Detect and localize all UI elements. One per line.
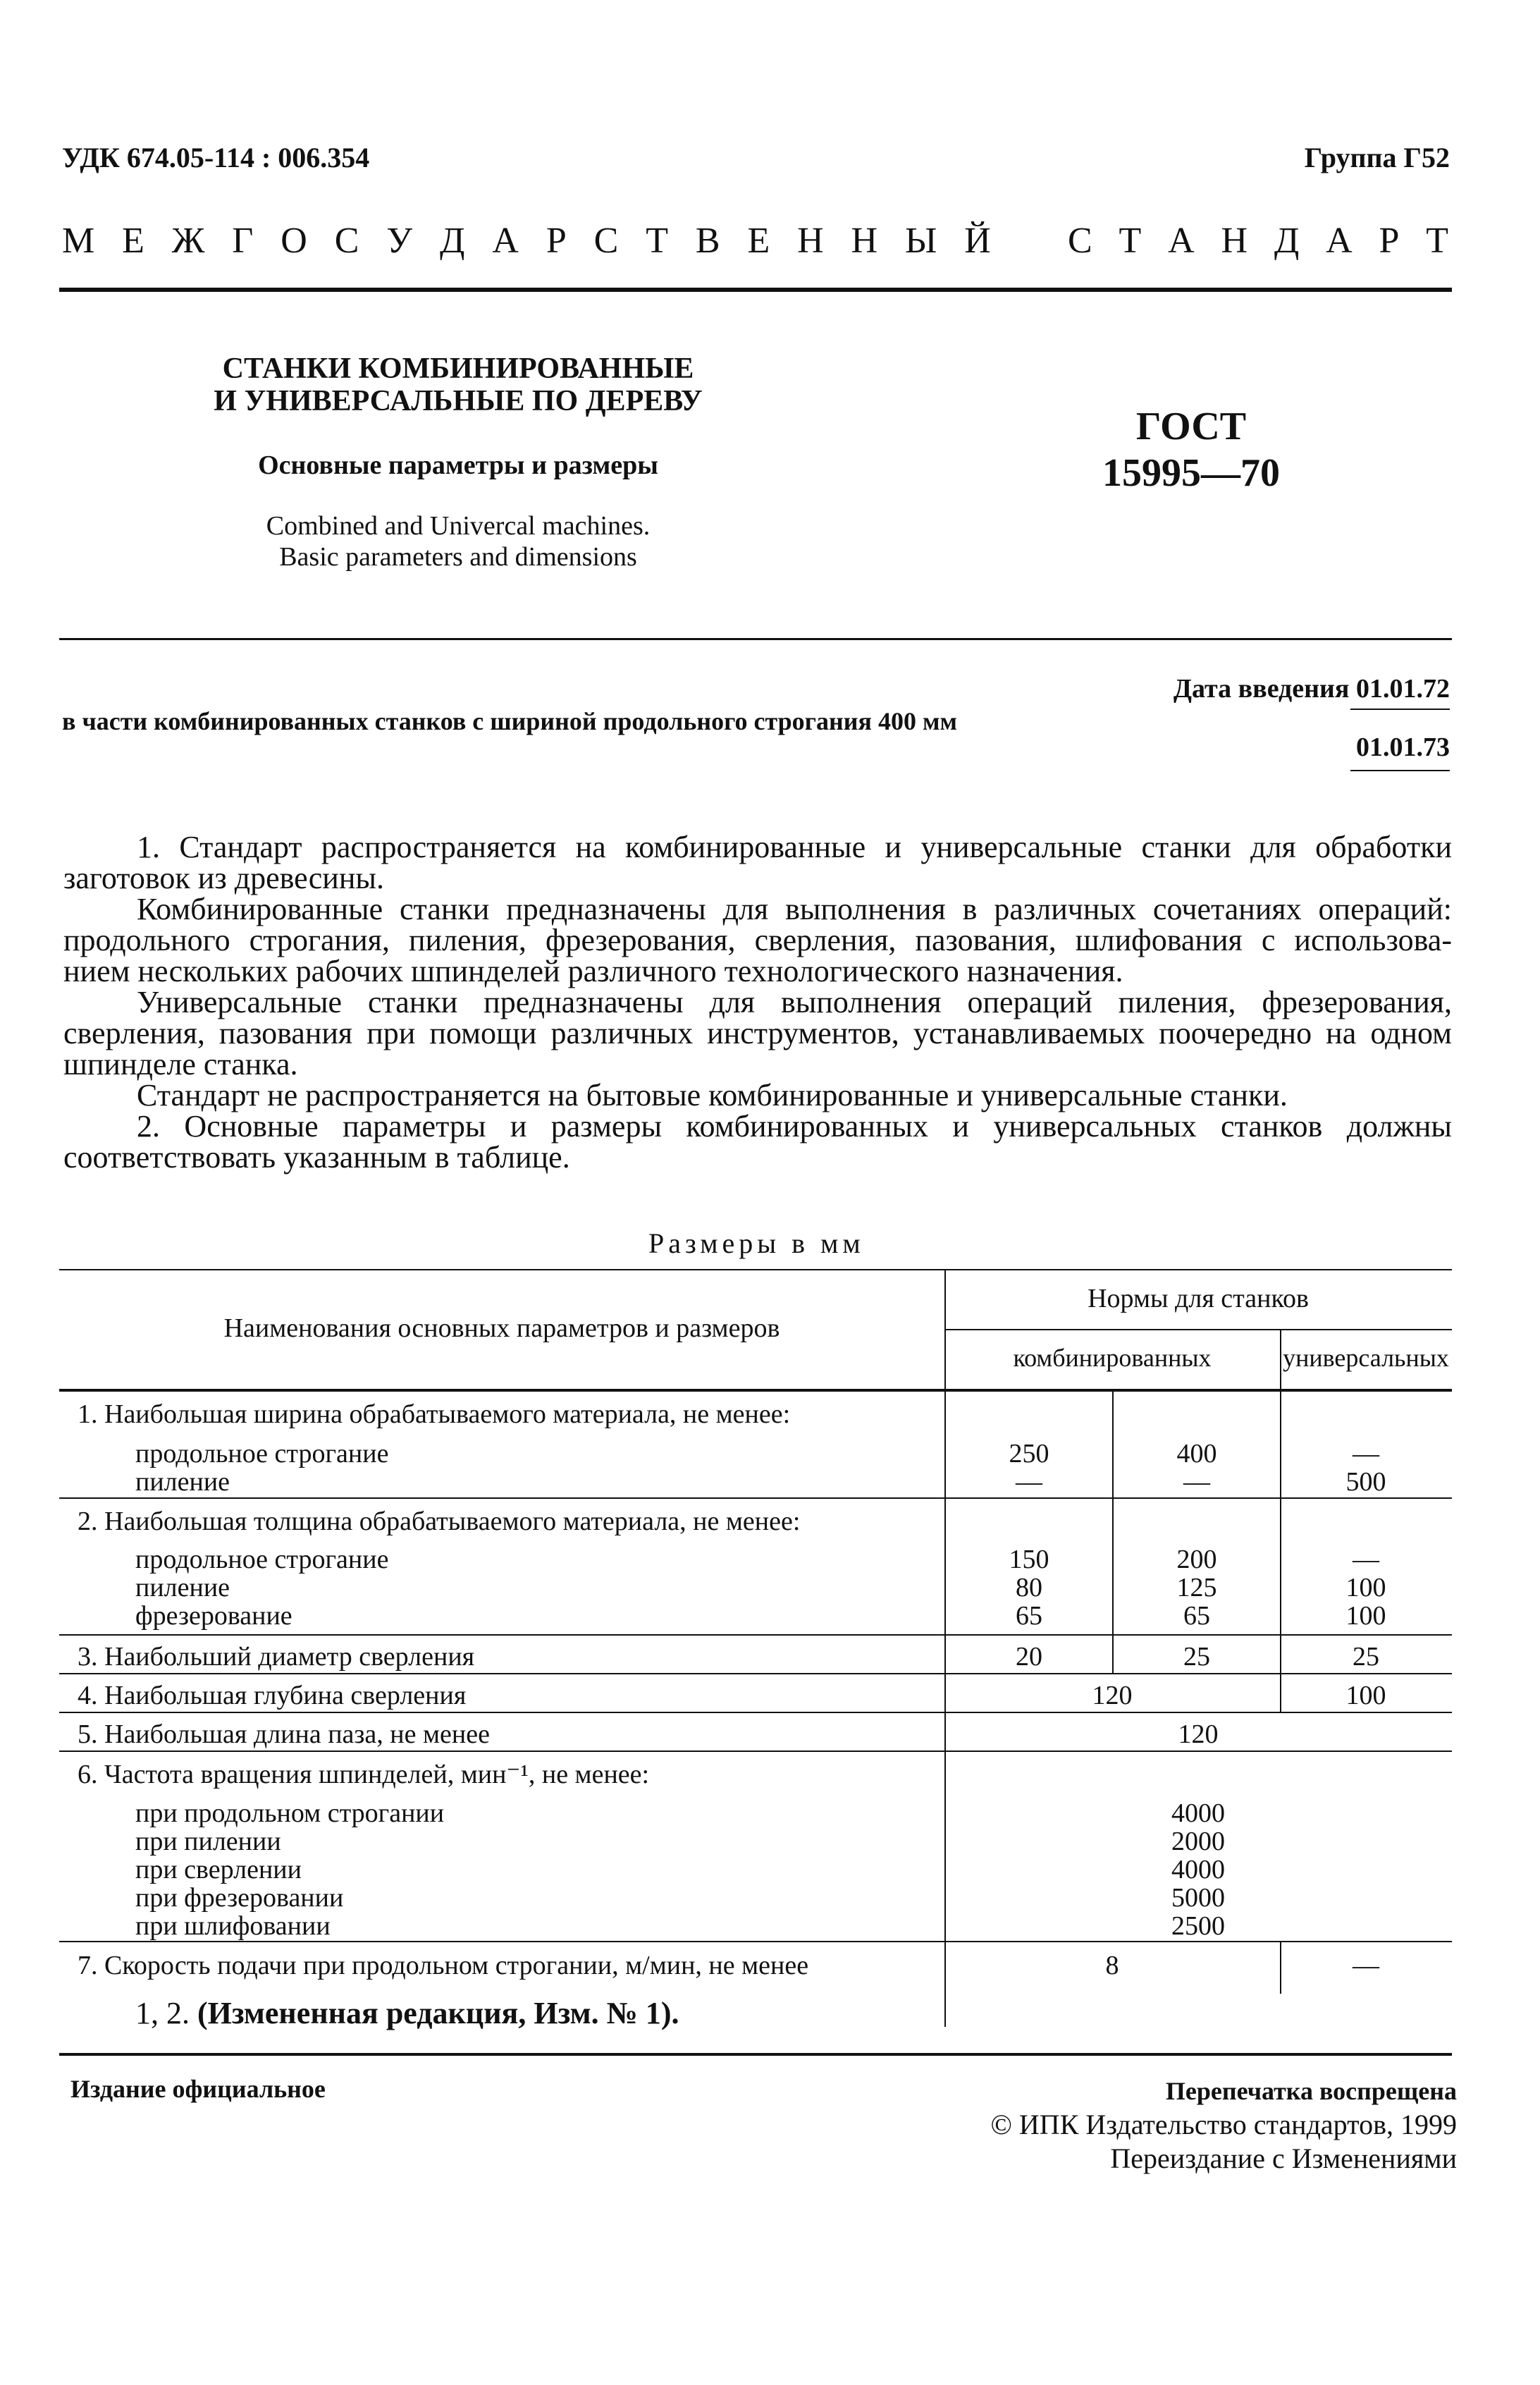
heading-letter: У [386, 221, 413, 261]
gost-block [1057, 403, 1325, 496]
table-cell: — [1183, 1467, 1210, 1497]
heading-letter: Т [646, 221, 668, 261]
row2-sub-c: фрезерование [135, 1601, 292, 1631]
heading-letter: Н [797, 221, 824, 261]
row2-title: 2. Наибольшая толщина обрабатываемого материала, не менее: [78, 1507, 801, 1536]
footer-reprint-prohibited: Перепечатка воспрещена [1165, 2077, 1457, 2105]
table-cell: 250 [1009, 1439, 1049, 1469]
table-line [944, 1329, 1452, 1330]
amendment-note [135, 1995, 679, 2031]
row6-item: при пилении [135, 1827, 281, 1856]
title-en-line1: Combined and Univercal machines. [266, 511, 651, 541]
table-cell: 4000 [1171, 1855, 1225, 1884]
table-cell: 20 [1016, 1642, 1042, 1672]
title-rule [59, 638, 1452, 640]
footer-rule [59, 2053, 1452, 2056]
footer-official-edition: Издание официальное [70, 2075, 326, 2103]
heading-letter: Е [122, 221, 144, 261]
date2-underline [1350, 770, 1450, 771]
amendment-prefix: 1, 2. [135, 1996, 190, 2030]
body-line: заготовок из древесины. [63, 861, 384, 895]
footer-copyright: © ИПК Издательство стандартов, 1999 [990, 2109, 1457, 2140]
row5-title: 5. Наибольшая длина паза, не менее [78, 1719, 490, 1749]
heading-letter: С [593, 221, 619, 261]
table-cell: 65 [1183, 1601, 1210, 1631]
table-cell: 80 [1016, 1573, 1042, 1602]
table-cell: 150 [1009, 1545, 1049, 1574]
body-line: Комбинированные станки предназначены для выполнения в различных сочетаниях операций: [137, 892, 1452, 926]
row6-item: при фрезеровании [135, 1883, 344, 1913]
body-line: соответствовать указанным в таблице. [63, 1140, 570, 1175]
row1-sub-b: пиление [135, 1467, 230, 1497]
table-cell: 8 [1105, 1951, 1119, 1980]
heading-letter: Н [1221, 221, 1248, 261]
table-cell: 100 [1345, 1601, 1386, 1631]
row2-sub-b: пиление [135, 1573, 230, 1602]
row2-sub-a: продольное строгание [135, 1545, 389, 1574]
table-cell: 200 [1176, 1545, 1217, 1574]
table-line [59, 1634, 1452, 1636]
heading-letter: Ж [171, 221, 205, 261]
title-en-line2: Basic parameters and dimensions [279, 542, 637, 572]
heading-letter: А [492, 221, 519, 261]
heading-letter: Р [1379, 221, 1400, 261]
heading-letter: С [334, 221, 359, 261]
table-cell: 500 [1345, 1467, 1386, 1497]
row6-title: 6. Частота вращения шпинделей, мин⁻¹, не менее: [78, 1760, 650, 1789]
heading-letter: Р [546, 221, 567, 261]
date-underline [1350, 709, 1450, 710]
heading-letter: А [1168, 221, 1195, 261]
table-cell: 2000 [1171, 1827, 1225, 1856]
table-header-combined: комбинированных [1013, 1344, 1212, 1372]
heading-letter: Т [1426, 221, 1448, 261]
title-line2: И УНИВЕРСАЛЬНЫЕ ПО ДЕРЕВУ [214, 385, 703, 417]
standard-heading-word1 [62, 220, 991, 262]
heading-letter: Д [1274, 221, 1300, 261]
table-cell: 120 [1092, 1681, 1133, 1710]
table-cell: 4000 [1171, 1798, 1225, 1828]
table-line [1280, 1941, 1281, 1994]
udk-code: УДК 674.05-114 : 006.354 [62, 142, 370, 173]
row1-sub-a: продольное строгание [135, 1439, 389, 1469]
amendment-text: (Измененная редакция, Изм. № 1). [197, 1996, 679, 2030]
table-cell: 100 [1345, 1681, 1386, 1710]
row3-title: 3. Наибольший диаметр сверления [78, 1642, 475, 1672]
heading-letter: Н [851, 221, 878, 261]
table-cell: 5000 [1171, 1883, 1225, 1913]
footer-right-block [991, 2074, 1457, 2176]
heading-letter: В [695, 221, 720, 261]
top-rule [59, 288, 1452, 292]
title-line1: СТАНКИ КОМБИНИРОВАННЫЕ [222, 352, 694, 385]
body-line: сверления, пазования при помощи различных инструментов, устанавливаемых поочередно на одном [63, 1016, 1452, 1050]
table-cell: 100 [1345, 1573, 1386, 1602]
table-cell: 400 [1176, 1439, 1217, 1469]
scope-note: в части комбинированных станков с шириной продольного строгания 400 мм [62, 707, 958, 735]
heading-letter: С [1068, 221, 1092, 261]
title-block [106, 352, 811, 417]
table-line [59, 1269, 1452, 1270]
heading-letter: О [281, 221, 307, 261]
table-header-norms: Нормы для станков [1088, 1284, 1309, 1313]
body-line: Универсальные станки предназначены для выполнения операций пиления, фрезерования, [137, 985, 1452, 1019]
body-text [63, 832, 1452, 1173]
table-header-universal: универсальных [1283, 1344, 1449, 1372]
table-cell: — [1353, 1951, 1379, 1980]
group-code: Группа Г52 [1304, 142, 1450, 173]
heading-letter: А [1326, 221, 1353, 261]
row6-item: при шлифовании [135, 1911, 331, 1941]
body-line: нием нескольких рабочих шпинделей различного технологического назначения. [63, 954, 1123, 988]
body-line: 1. Стандарт распространяется на комбинированные и универсальные станки для обработки [137, 830, 1452, 864]
table-cell: 25 [1353, 1642, 1379, 1672]
table-cell: — [1016, 1467, 1042, 1497]
table-line [59, 1389, 1452, 1392]
table-line [1280, 1329, 1281, 1712]
table-header-parameters: Наименования основных параметров и размеров [223, 1313, 780, 1343]
table-cell: 65 [1016, 1601, 1042, 1631]
row7-title: 7. Скорость подачи при продольном строгании, м/мин, не менее [78, 1951, 809, 1980]
table-line [59, 1497, 1452, 1499]
heading-letter: Е [747, 221, 770, 261]
footer-reissue: Переиздание с Изменениями [1110, 2142, 1457, 2174]
table-cell: 2500 [1171, 1911, 1225, 1941]
heading-letter: Ы [905, 221, 937, 261]
table-line [1112, 1389, 1114, 1673]
table-cell: — [1353, 1545, 1379, 1574]
gost-number: 15995—70 [1102, 451, 1280, 495]
heading-letter: Й [964, 221, 991, 261]
table-line [59, 1751, 1452, 1752]
table-cell: — [1353, 1439, 1379, 1469]
heading-letter: Г [232, 221, 254, 261]
table-cell: 25 [1183, 1642, 1210, 1672]
standard-heading-word2 [1068, 220, 1448, 262]
table-cell: 120 [1178, 1719, 1219, 1749]
row1-title: 1. Наибольшая ширина обрабатываемого материала, не менее: [78, 1399, 791, 1429]
table-line [59, 1673, 1452, 1674]
body-line: продольного строгания, пиления, фрезерования, сверления, пазования, шлифования с использова- [63, 923, 1452, 957]
table-caption: Размеры в мм [648, 1227, 865, 1259]
heading-letter: Д [439, 221, 465, 261]
row6-item: при сверлении [135, 1855, 302, 1884]
heading-letter: М [62, 221, 95, 261]
gost-label: ГОСТ [1135, 405, 1247, 448]
heading-letter: Т [1119, 221, 1142, 261]
row4-title: 4. Наибольшая глубина сверления [78, 1681, 467, 1710]
table-cell: 125 [1176, 1573, 1217, 1602]
body-line: 2. Основные параметры и размеры комбинированных и универсальных станков должны [137, 1109, 1452, 1144]
date-introduced: Дата введения 01.01.72 [1173, 674, 1450, 704]
body-line: Стандарт не распространяется на бытовые комбинированные и универсальные станки. [137, 1078, 1288, 1112]
table-line [59, 1712, 1452, 1713]
title-english [106, 510, 811, 572]
body-line: шпинделе станка. [63, 1047, 298, 1081]
date-second: 01.01.73 [1356, 732, 1450, 762]
row6-item: при продольном строгании [135, 1798, 445, 1828]
title-subtitle: Основные параметры и размеры [258, 450, 658, 480]
